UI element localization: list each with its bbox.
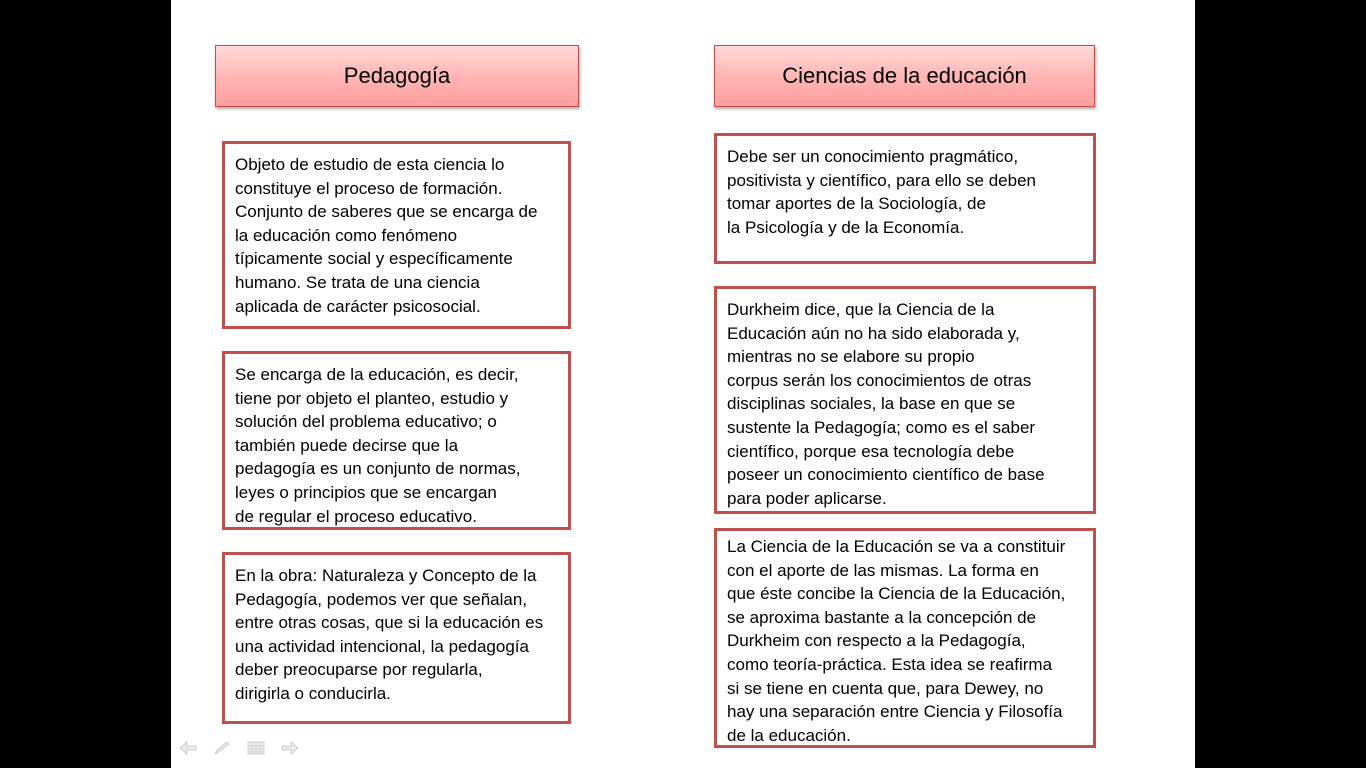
pedagogia-header-label: Pedagogía — [343, 63, 451, 88]
pedagogia-box-1: Objeto de estudio de esta ciencia lo constituye el proceso de formación. Conjunto de saberes que se encarga de la educación como fenómeno típicamente social y específicamente humano. Se trata de una ciencia aplicada de carácter psicosocial. — [222, 141, 571, 329]
slide — [171, 0, 1195, 768]
pedagogia-box-2: Se encarga de la educación, es decir, tiene por objeto el planteo, estudio y solución del problema educativo; o también puede decirse que la pedagogía es un conjunto de normas, leyes o principios que se encargan de regular el proceso educativo. — [222, 351, 571, 530]
next-slide-button[interactable] — [280, 738, 300, 758]
ciencias-box-2: Durkheim dice, que la Ciencia de la Educación aún no ha sido elaborada y, mientras no se elabore su propio corpus serán los conocimientos de otras disciplinas sociales, la base en que se sustente la Pedagogía; como es el saber científico, porque esa tecnología debe poseer un conocimiento científico de base para poder aplicarse. — [714, 286, 1096, 514]
slideshow-nav — [178, 738, 300, 758]
ciencias-header — [714, 45, 1095, 107]
pen-tool-button[interactable] — [212, 738, 232, 758]
next-arrow-icon — [281, 741, 299, 755]
previous-slide-button[interactable] — [178, 738, 198, 758]
menu-icon — [247, 741, 265, 755]
pen-icon — [213, 740, 231, 756]
ciencias-box-1: Debe ser un conocimiento pragmático, positivista y científico, para ello se deben tomar aportes de la Sociología, de la Psicología y de la Economía. — [714, 133, 1096, 264]
slide-menu-button[interactable] — [246, 738, 266, 758]
ciencias-box-3: La Ciencia de la Educación se va a constituir con el aporte de las mismas. La forma en que éste concibe la Ciencia de la Educación, se aproxima bastante a la concepción de Durkheim con respecto a la Pedagogía, como teoría-práctica. Esta idea se reafirma si se tiene en cuenta que, para Dewey, no hay una separación entre Ciencia y Filosofía de la educación. — [714, 528, 1096, 748]
ciencias-header-label: Ciencias de la educación — [782, 63, 1027, 88]
previous-arrow-icon — [179, 741, 197, 755]
pedagogia-box-3: En la obra: Naturaleza y Concepto de la Pedagogía, podemos ver que señalan, entre otras cosas, que si la educación es una actividad intencional, la pedagogía deber preocuparse por regularla, dirigirla o conducirla. — [222, 552, 571, 724]
pedagogia-header — [215, 45, 579, 107]
